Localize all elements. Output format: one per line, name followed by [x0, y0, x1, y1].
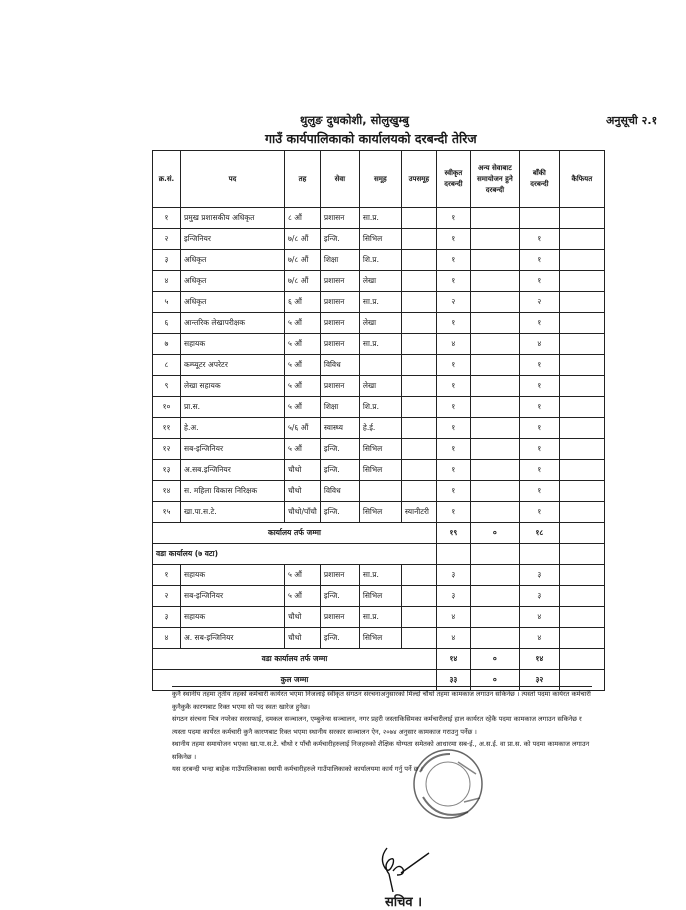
ward-section-row: [153, 544, 605, 565]
cell-remarks: [559, 355, 604, 376]
cell-adjusted: [470, 586, 519, 607]
cell-adjusted: [470, 229, 519, 250]
cell-sn: १५: [153, 502, 181, 523]
cell-adjusted: [470, 271, 519, 292]
note-4: यस दरबन्दी भन्दा बाहेक गाउँपालिकाका स्थायी कर्मचारीहरुले गाउँपालिकाको कार्यालयमा कार्य गर्नु पर्ने छ ।: [172, 765, 423, 773]
cell-remarks: [559, 628, 604, 649]
col-header-subgroup: उपसमूह: [401, 151, 436, 208]
cell-approved: ४: [436, 628, 470, 649]
cell-remarks: [559, 250, 604, 271]
col-header-remaining: बाँकी दरबन्दी: [519, 151, 559, 208]
cell-sn: १०: [153, 397, 181, 418]
cell-group: शि.प्र.: [359, 397, 401, 418]
cell-group: लेखा: [359, 271, 401, 292]
table-row: [153, 565, 605, 586]
cell-level: चौथो: [285, 628, 321, 649]
cell-sn: १: [153, 565, 181, 586]
note-2: संगठन संरचना भित्र नपरेका सरसफाई, दमकल सञ्चालन, एम्बुलेन्स सञ्चालन, नगर प्रहरी जस्ताकिसिमका कर्मचारीलाई हाल कार्यरत रहेकै पदमा कामकाज लगाउन सकिनेछ र त्यस्ता पदमा कार्यरत कर्मचारी कुनै कारणबाट रिक्त भएमा स्थानीय सरकार सञ्चालन ऐन, २०७४ अनुसार कामकाज गराउनु पर्नेछ ।: [172, 715, 582, 736]
cell-service: प्रशासन: [320, 334, 359, 355]
cell-remaining: ३: [519, 565, 559, 586]
cell-sn: १: [153, 208, 181, 229]
cell-remaining: ४: [519, 628, 559, 649]
cell-adjusted: [470, 313, 519, 334]
cell-remarks: [559, 397, 604, 418]
cell-approved: ४: [436, 607, 470, 628]
cell-service: प्रशासन: [320, 607, 359, 628]
cell-approved: १: [436, 481, 470, 502]
cell-subgroup: [401, 628, 436, 649]
cell-level: ५ औं: [285, 313, 321, 334]
cell-post: अ.सब.इन्जिनियर: [181, 460, 285, 481]
cell-sn: ११: [153, 418, 181, 439]
cell-sn: ३: [153, 250, 181, 271]
cell-remaining: २: [519, 292, 559, 313]
cell-remarks: [559, 565, 604, 586]
cell-approved: १: [436, 250, 470, 271]
table-row: [153, 355, 605, 376]
cell-approved: १: [436, 208, 470, 229]
cell-remaining: १: [519, 481, 559, 502]
cell-remaining: १: [519, 397, 559, 418]
cell-level: चौथो: [285, 481, 321, 502]
cell-group: सा.प्र.: [359, 565, 401, 586]
cell-level: चौथो/पाँचौ: [285, 502, 321, 523]
ward-total-adjusted: ०: [470, 649, 519, 670]
cell-service: इन्जि.: [320, 628, 359, 649]
cell-subgroup: [401, 460, 436, 481]
cell-remarks: [559, 418, 604, 439]
cell-remarks: [559, 607, 604, 628]
cell-post: हे.अ.: [181, 418, 285, 439]
cell-approved: १: [436, 418, 470, 439]
cell-group: [359, 481, 401, 502]
col-header-adjusted: अन्य सेवाबाट समायोजन हुने दरबन्दी: [470, 151, 519, 208]
cell-adjusted: [470, 607, 519, 628]
cell-subgroup: [401, 439, 436, 460]
cell-sn: ४: [153, 271, 181, 292]
cell-service: इन्जि.: [320, 229, 359, 250]
cell-subgroup: [401, 250, 436, 271]
cell-post: सहायक: [181, 565, 285, 586]
grand-total-adjusted: ०: [470, 670, 519, 691]
cell-remaining: १: [519, 460, 559, 481]
cell-level: ७/८ औं: [285, 250, 321, 271]
cell-group: सा.प्र.: [359, 208, 401, 229]
office-name: थुलुङ दुधकोशी, सोलुखुम्बु: [300, 113, 409, 127]
official-stamp: [398, 742, 508, 842]
cell-adjusted: [470, 334, 519, 355]
cell-remaining: ४: [519, 607, 559, 628]
cell-remarks: [559, 502, 604, 523]
cell-remarks: [559, 313, 604, 334]
cell-subgroup: [401, 313, 436, 334]
cell-approved: १: [436, 460, 470, 481]
cell-service: प्रशासन: [320, 565, 359, 586]
cell-service: प्रशासन: [320, 271, 359, 292]
cell-remaining: ३: [519, 586, 559, 607]
cell-service: प्रशासन: [320, 292, 359, 313]
cell-subgroup: [401, 418, 436, 439]
cell-post: प्रमुख प्रशासकीय अधिकृत: [181, 208, 285, 229]
cell-level: ६ औं: [285, 292, 321, 313]
cell-level: ५/६ औं: [285, 418, 321, 439]
cell-service: प्रशासन: [320, 376, 359, 397]
office-total-adjusted: ०: [470, 523, 519, 544]
cell-service: प्रशासन: [320, 208, 359, 229]
cell-group: सा.प्र.: [359, 292, 401, 313]
staffing-table: [152, 150, 605, 691]
cell-subgroup: स्यानीटरी: [401, 502, 436, 523]
schedule-number: अनुसूची २.१: [606, 114, 658, 127]
cell-service: इन्जि.: [320, 502, 359, 523]
cell-adjusted: [470, 418, 519, 439]
cell-remarks: [559, 229, 604, 250]
cell-group: [359, 355, 401, 376]
cell-approved: १: [436, 355, 470, 376]
table-row: [153, 439, 605, 460]
cell-post: इन्जिनियर: [181, 229, 285, 250]
table-row: [153, 628, 605, 649]
cell-remaining: ४: [519, 334, 559, 355]
cell-remaining: १: [519, 502, 559, 523]
cell-service: विविध: [320, 355, 359, 376]
cell-post: कम्प्यूटर अपरेटर: [181, 355, 285, 376]
cell-remarks: [559, 292, 604, 313]
cell-sn: १४: [153, 481, 181, 502]
table-row: [153, 229, 605, 250]
cell-remaining: १: [519, 229, 559, 250]
cell-approved: १: [436, 376, 470, 397]
cell-post: अ. सब-इन्जिनियर: [181, 628, 285, 649]
grand-total-label: कुल जम्मा: [153, 670, 437, 691]
cell-sn: १३: [153, 460, 181, 481]
cell-level: ५ औं: [285, 565, 321, 586]
table-row: [153, 313, 605, 334]
cell-post: खा.पा.स.टे.: [181, 502, 285, 523]
cell-approved: १: [436, 502, 470, 523]
cell-group: सिभिल: [359, 586, 401, 607]
cell-adjusted: [470, 628, 519, 649]
ward-total-approved: १४: [436, 649, 470, 670]
cell-post: प्रा.स.: [181, 397, 285, 418]
cell-subgroup: [401, 208, 436, 229]
col-header-remarks: कैफियत: [559, 151, 604, 208]
cell-remarks: [559, 481, 604, 502]
col-header-sn: क्र.सं.: [153, 151, 181, 208]
cell-approved: ३: [436, 586, 470, 607]
cell-service: शिक्षा: [320, 397, 359, 418]
cell-sn: ४: [153, 628, 181, 649]
cell-remarks: [559, 208, 604, 229]
document-title: गाउँ कार्यपालिकाको कार्यालयको दरबन्दी तेरिज: [265, 131, 477, 146]
ward-section-label: वडा कार्यालय (७ वटा): [153, 544, 437, 565]
cell-subgroup: [401, 271, 436, 292]
cell-approved: १: [436, 271, 470, 292]
cell-remaining: १: [519, 355, 559, 376]
col-header-level: तह: [285, 151, 321, 208]
cell-adjusted: [470, 376, 519, 397]
table-row: [153, 376, 605, 397]
cell-sn: ७: [153, 334, 181, 355]
cell-sn: २: [153, 229, 181, 250]
notes-section: [172, 688, 592, 776]
cell-sn: ३: [153, 607, 181, 628]
table-row: [153, 481, 605, 502]
col-header-approved: स्वीकृत दरबन्दी: [436, 151, 470, 208]
cell-post: सब-इन्जिनियर: [181, 586, 285, 607]
cell-post: अधिकृत: [181, 250, 285, 271]
cell-level: ५ औं: [285, 355, 321, 376]
cell-sn: ८: [153, 355, 181, 376]
col-header-group: समूह: [359, 151, 401, 208]
cell-remaining: १: [519, 376, 559, 397]
cell-group: सिभिल: [359, 439, 401, 460]
cell-remarks: [559, 271, 604, 292]
cell-service: विविध: [320, 481, 359, 502]
table-row: [153, 271, 605, 292]
grand-total-approved: ३३: [436, 670, 470, 691]
cell-group: सिभिल: [359, 502, 401, 523]
cell-group: सिभिल: [359, 460, 401, 481]
cell-group: सिभिल: [359, 229, 401, 250]
ward-total-row: [153, 649, 605, 670]
cell-remarks: [559, 439, 604, 460]
cell-sn: ६: [153, 313, 181, 334]
cell-approved: ४: [436, 334, 470, 355]
office-total-remarks: [559, 523, 604, 544]
note-3: स्थानीय तहमा समायोजन भएका खा.पा.स.टे. चौथो र पाँचौ कर्मचारीहरुलाई निजहरुको शैक्षिक योग्यता समेतको आधारमा सब-ई., अ.स.ई. वा प्रा.स. को पदमा कामकाज लगाउन सकिनेछ ।: [172, 740, 590, 761]
col-header-service: सेवा: [320, 151, 359, 208]
cell-adjusted: [470, 397, 519, 418]
cell-group: सिभिल: [359, 628, 401, 649]
cell-approved: १: [436, 229, 470, 250]
table-row: [153, 586, 605, 607]
cell-remarks: [559, 460, 604, 481]
cell-service: इन्जि.: [320, 460, 359, 481]
cell-post: अधिकृत: [181, 292, 285, 313]
office-total-label: कार्यालय तर्फ जम्मा: [153, 523, 437, 544]
cell-post: सहायक: [181, 334, 285, 355]
office-total-approved: १९: [436, 523, 470, 544]
table-row: [153, 502, 605, 523]
cell-group: लेखा: [359, 376, 401, 397]
cell-approved: ३: [436, 565, 470, 586]
cell-adjusted: [470, 439, 519, 460]
cell-adjusted: [470, 565, 519, 586]
table-row: [153, 397, 605, 418]
cell-subgroup: [401, 355, 436, 376]
cell-service: इन्जि.: [320, 439, 359, 460]
cell-subgroup: [401, 586, 436, 607]
note-1: कुनै स्थानीय तहमा तृतीय तहको कर्मचारी कार्यरत भएमा निजलाई स्वीकृत संगठन संरचनाअनुसारको मिल्दो चौथो तहमा कामकाज लगाउन सकिनेछ । त्यस्तो पदमा कार्यरत कर्मचारी कुनैकुकै कारणबाट रिक्त भएमा सो पद स्वतः खारेज हुनेछ।: [172, 690, 591, 711]
cell-subgroup: [401, 292, 436, 313]
signature-icon: [375, 843, 435, 898]
cell-post: सब-इन्जिनियर: [181, 439, 285, 460]
cell-remarks: [559, 334, 604, 355]
ward-total-remarks: [559, 649, 604, 670]
table-row: [153, 418, 605, 439]
cell-remaining: १: [519, 313, 559, 334]
cell-adjusted: [470, 355, 519, 376]
cell-group: हे.ई.: [359, 418, 401, 439]
cell-subgroup: [401, 565, 436, 586]
grand-total-remaining: ३२: [519, 670, 559, 691]
table-row: [153, 607, 605, 628]
cell-approved: १: [436, 397, 470, 418]
cell-post: स. महिला विकास निरिक्षक: [181, 481, 285, 502]
cell-remarks: [559, 376, 604, 397]
table-row: [153, 460, 605, 481]
table-row: [153, 292, 605, 313]
cell-adjusted: [470, 460, 519, 481]
signatory-title: सचिव ।: [385, 895, 423, 910]
table-header-row: [153, 151, 605, 208]
cell-level: ७/८ औं: [285, 229, 321, 250]
cell-level: ८ औं: [285, 208, 321, 229]
ward-total-remaining: १४: [519, 649, 559, 670]
cell-service: शिक्षा: [320, 250, 359, 271]
cell-adjusted: [470, 208, 519, 229]
office-rows: [153, 208, 605, 523]
cell-level: ५ औं: [285, 586, 321, 607]
cell-adjusted: [470, 502, 519, 523]
cell-remaining: १: [519, 271, 559, 292]
cell-service: स्वास्थ्य: [320, 418, 359, 439]
cell-level: ५ औं: [285, 397, 321, 418]
cell-post: आन्तरिक लेखापरीक्षक: [181, 313, 285, 334]
cell-level: ५ औं: [285, 334, 321, 355]
signature: [375, 843, 435, 898]
cell-level: ५ औं: [285, 439, 321, 460]
cell-adjusted: [470, 292, 519, 313]
cell-remaining: १: [519, 418, 559, 439]
office-total-row: [153, 523, 605, 544]
ward-rows: [153, 565, 605, 649]
cell-sn: १२: [153, 439, 181, 460]
cell-approved: २: [436, 292, 470, 313]
cell-adjusted: [470, 481, 519, 502]
office-total-remaining: १८: [519, 523, 559, 544]
cell-level: ७/८ औं: [285, 271, 321, 292]
cell-subgroup: [401, 334, 436, 355]
cell-subgroup: [401, 607, 436, 628]
notes-divider: [172, 686, 592, 687]
cell-post: सहायक: [181, 607, 285, 628]
cell-adjusted: [470, 250, 519, 271]
cell-group: शि.प्र.: [359, 250, 401, 271]
cell-remaining: १: [519, 439, 559, 460]
cell-post: अधिकृत: [181, 271, 285, 292]
cell-approved: १: [436, 439, 470, 460]
cell-service: इन्जि.: [320, 586, 359, 607]
cell-post: लेखा सहायक: [181, 376, 285, 397]
cell-level: चौथो: [285, 607, 321, 628]
table-row: [153, 250, 605, 271]
cell-subgroup: [401, 376, 436, 397]
cell-remaining: [519, 208, 559, 229]
cell-subgroup: [401, 397, 436, 418]
cell-remarks: [559, 586, 604, 607]
cell-level: चौथो: [285, 460, 321, 481]
cell-subgroup: [401, 229, 436, 250]
cell-group: सा.प्र.: [359, 334, 401, 355]
cell-sn: ९: [153, 376, 181, 397]
cell-level: ५ औं: [285, 376, 321, 397]
stamp-icon: [398, 742, 508, 842]
cell-service: प्रशासन: [320, 313, 359, 334]
table-row: [153, 208, 605, 229]
cell-sn: ५: [153, 292, 181, 313]
cell-group: लेखा: [359, 313, 401, 334]
cell-remaining: १: [519, 250, 559, 271]
cell-sn: २: [153, 586, 181, 607]
ward-total-label: वडा कार्यालय तर्फ जम्मा: [153, 649, 437, 670]
col-header-post: पद: [181, 151, 285, 208]
cell-group: सा.प्र.: [359, 607, 401, 628]
cell-subgroup: [401, 481, 436, 502]
cell-approved: १: [436, 313, 470, 334]
table-row: [153, 334, 605, 355]
